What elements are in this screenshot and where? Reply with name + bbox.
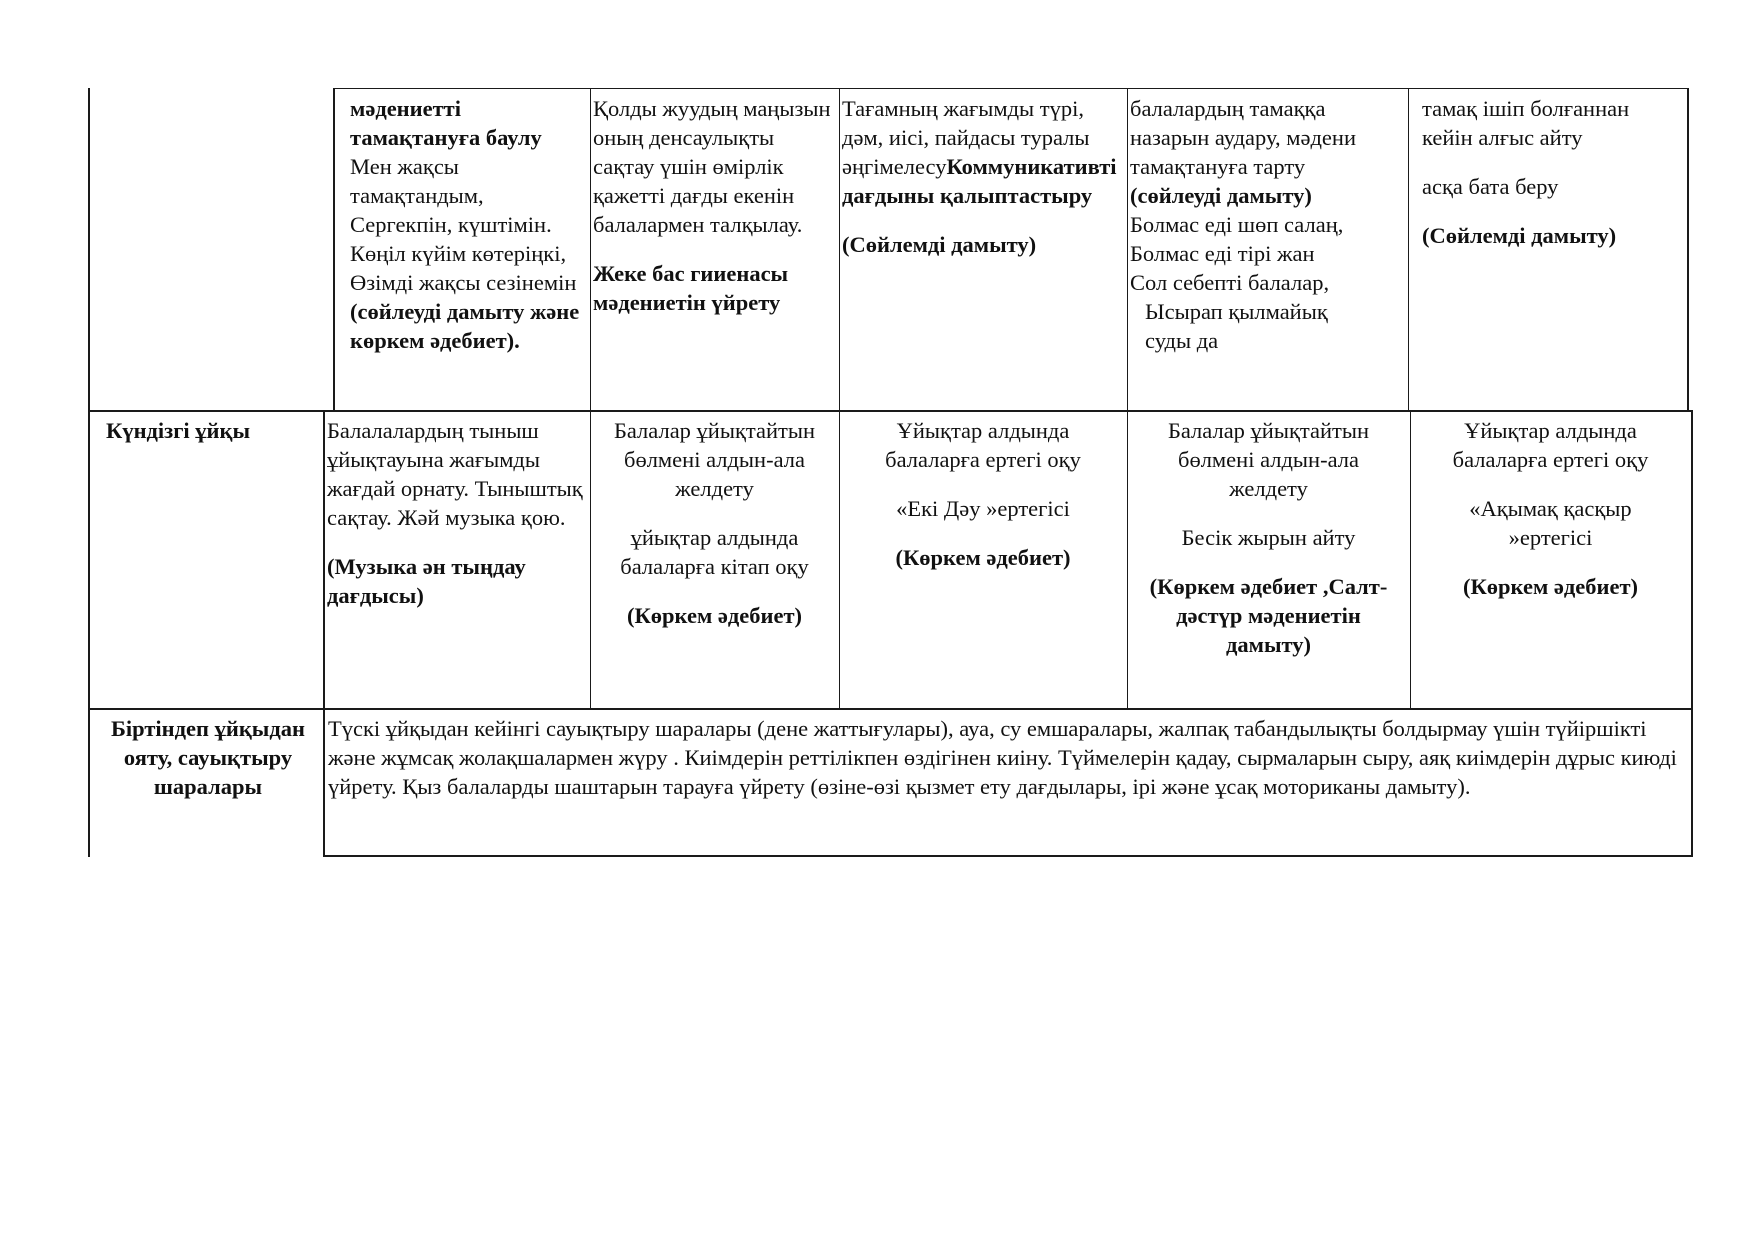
row1-cell-3-tag: (Сөйлемді дамыту) <box>842 232 1037 257</box>
grid-line <box>1691 410 1693 857</box>
row2-label: Күндізгі ұйқы <box>106 418 251 443</box>
row2-cell-4-text1: Балалар ұйықтайтын бөлмені алдын-ала желдету <box>1167 418 1370 501</box>
grid-line <box>1408 88 1409 410</box>
row3-label: Біртіндеп ұйқыдан ояту, сауықтыру шаралары <box>111 716 305 799</box>
row2-cell-3-text2: «Екі Дәу »ертегісі <box>896 496 1070 521</box>
row1-cell-4 <box>1128 90 1406 408</box>
row2-cell-1-tag: (Музыка ән тыңдау дағдысы) <box>327 554 526 608</box>
row1-cell-3-plain: Тағамның жағымды түрі, дәм, иісі, пайдасы туралы әңгімелесу <box>842 96 1090 179</box>
row1-cell-3-text <box>842 94 1124 210</box>
row1-cell-3-bold: Коммуникативті дағдыны қалыптастыру <box>842 154 1117 208</box>
row1-cell-4-poem-line: Сол себепті балалар, <box>1130 270 1330 295</box>
row2-cell-3-text1: Ұйықтар алдында балаларға ертегі оқу <box>885 418 1081 472</box>
grid-line <box>333 88 335 410</box>
row1-cell-1-bold: мәдениетті тамақтануға баулу <box>350 96 542 150</box>
row2-cell-5-text2: «Ақымақ қасқыр »ертегісі <box>1469 496 1632 550</box>
row2-cell-5-text1: Ұйықтар алдында балаларға ертегі оқу <box>1452 418 1649 472</box>
row1-cell-4-poem-line: суды да <box>1145 328 1219 353</box>
row1-cell-2 <box>591 90 838 408</box>
row1-cell-4-poem-line: Болмас еді шөп салаң, <box>1130 212 1344 237</box>
row2-cell-2-text1: Балалар ұйықтайтын бөлмені алдын-ала желдету <box>613 418 816 501</box>
row1-cell-4-poem-line: Болмас еді тірі жан <box>1130 241 1315 266</box>
row2-cell-4-tag: (Көркем әдебиет ,Салт-дәстүр мәдениетін дамыту) <box>1149 574 1388 657</box>
row3-text: Түскі ұйқыдан кейінгі сауықтыру шаралары (дене жаттығулары), ауа, су емшаралары, жалпақ табандылықты болдырмау үшін түйіршікті және жұмсақ жолақшалармен жүру . Киімдерін реттілікпен өздігінен киіну. Түймелерін қадау, сырмаларын сыру, аяқ киімдерін дұрыс киюді үйрету. Қыз балаларды шаштарын тарауға үйрету (өзіне-өзі қызмет ету дағдылары, ірі және ұсақ моториканы дамыту). <box>328 716 1677 799</box>
grid-line <box>88 88 90 857</box>
row1-cell-1-text <box>350 152 586 355</box>
grid-line <box>1687 88 1689 410</box>
row1-cell-2-text: Қолды жуудың маңызын оның денсаулықты сақтау үшін өмірлік қажетті дағды екенін балалармен талқылау. <box>593 96 831 237</box>
row2-cell-2 <box>591 412 838 707</box>
row2-cell-2-text2: ұйықтар алдында балаларға кітап оқу <box>620 525 809 579</box>
row2-cell-1 <box>325 412 589 707</box>
row1-cell-5-text1: тамақ ішіп болғаннан кейін алғыс айту <box>1422 96 1630 150</box>
row2-cell-1-text: Балалалардың тыныш ұйықтауына жағымды жағдай орнату. Тыныштық сақтау. Жәй музыка қою. <box>327 418 583 530</box>
row1-cell-1 <box>348 90 588 408</box>
row2-cell-4 <box>1128 412 1409 707</box>
row1-cell-3 <box>840 90 1126 408</box>
row2-cell-2-tag: (Көркем әдебиет) <box>626 603 802 628</box>
grid-line <box>323 855 1693 857</box>
row1-cell-5-text2: асқа бата беру <box>1422 174 1559 199</box>
row1-cell-1-poem: Мен жақсы тамақтандым, Сергекпін, күштімін. Көңіл күйім көтеріңкі, Өзімді жақсы сезінемін <box>350 154 577 295</box>
row1-cell-2-bold: Жеке бас гииенасы мәдениетін үйрету <box>593 261 789 315</box>
row1-cell-1-tag: (сөйлеуді дамыту және көркем әдебиет). <box>350 299 580 353</box>
grid-line <box>333 88 1689 89</box>
row2-cell-5 <box>1411 412 1690 707</box>
row1-cell-4-poem-line: Ысырап қылмайық <box>1145 299 1328 324</box>
row1-cell-5-tag: (Сөйлемді дамыту) <box>1422 223 1617 248</box>
row2-cell-3 <box>840 412 1126 707</box>
row2-cell-4-text2: Бесік жырын айту <box>1181 525 1356 550</box>
row2-cell-3-tag: (Көркем әдебиет) <box>895 545 1071 570</box>
row1-cell-5 <box>1420 90 1686 408</box>
row1-cell-4-tag: (сөйлеуді дамыту) <box>1130 183 1312 208</box>
row2-cell-5-tag: (Көркем әдебиет) <box>1462 574 1638 599</box>
row1-cell-4-text: балалардың тамаққа назарын аудару, мәдени тамақтануға тарту <box>1130 96 1356 179</box>
